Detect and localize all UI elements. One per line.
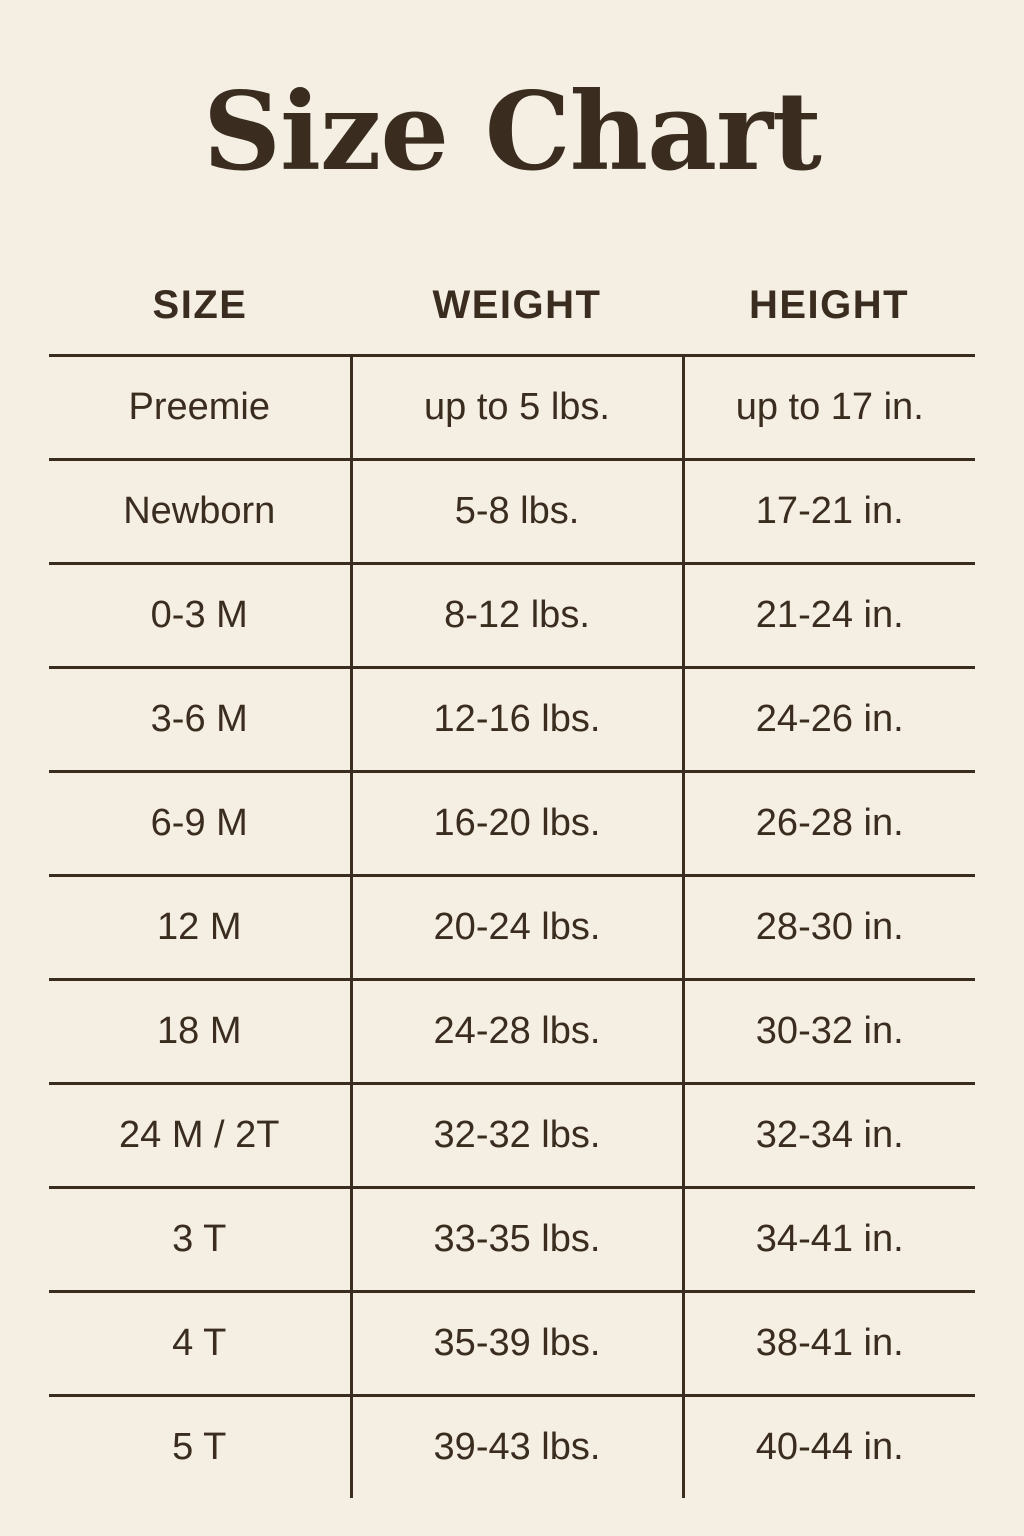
table-row — [49, 1292, 975, 1396]
cell-weight: 35-39 lbs. — [351, 1292, 683, 1396]
cell-height: 40-44 in. — [755, 1426, 904, 1468]
table-header — [49, 282, 975, 356]
cell-weight: 16-20 lbs. — [351, 772, 683, 876]
column-header-size: SIZE — [49, 282, 351, 356]
column-header-height: HEIGHT — [683, 282, 975, 356]
table-row — [49, 772, 975, 876]
cell-weight: 33-35 lbs. — [351, 1188, 683, 1292]
cell-size: 24 M / 2T — [49, 1084, 351, 1188]
cell-size: 6-9 M — [49, 772, 351, 876]
cell-height: 38-41 in. — [683, 1292, 975, 1396]
cell-weight: 20-24 lbs. — [351, 876, 683, 980]
cell-size: 4 T — [49, 1292, 351, 1396]
cell-weight: 24-28 lbs. — [351, 980, 683, 1084]
cell-size: 5 T — [49, 1396, 351, 1499]
cell-weight: 32-32 lbs. — [351, 1084, 683, 1188]
cell-size: 3-6 M — [49, 668, 351, 772]
cell-height: 21-24 in. — [683, 564, 975, 668]
cell-weight: up to 5 lbs. — [351, 356, 683, 460]
table-row — [49, 668, 975, 772]
size-chart-table — [49, 282, 975, 1498]
table-row — [49, 460, 975, 564]
cell-size: 0-3 M — [49, 564, 351, 668]
cell-height: 30-32 in. — [683, 980, 975, 1084]
table-row — [49, 1396, 975, 1499]
table-body — [49, 356, 975, 1499]
cell-height: 26-28 in. — [683, 772, 975, 876]
table-header-row — [49, 282, 975, 356]
table-row — [49, 876, 975, 980]
cell-weight: 8-12 lbs. — [351, 564, 683, 668]
cell-height: 34-41 in. — [683, 1188, 975, 1292]
cell-weight: 5-8 lbs. — [351, 460, 683, 564]
cell-weight: 39-43 lbs. — [351, 1396, 683, 1499]
table-row — [49, 564, 975, 668]
cell-weight: 12-16 lbs. — [351, 668, 683, 772]
table-row — [49, 1188, 975, 1292]
table-row — [49, 1084, 975, 1188]
page-title: Size Chart — [203, 69, 821, 195]
cell-height: 24-26 in. — [683, 668, 975, 772]
cell-height: up to 17 in. — [683, 356, 975, 460]
table-row — [49, 980, 975, 1084]
cell-size: 18 M — [49, 980, 351, 1084]
cell-height: 32-34 in. — [683, 1084, 975, 1188]
column-header-weight: WEIGHT — [351, 282, 683, 356]
cell-size: Newborn — [49, 460, 351, 564]
cell-size: 3 T — [49, 1188, 351, 1292]
cell-height: 28-30 in. — [683, 876, 975, 980]
cell-size: Preemie — [49, 356, 351, 460]
table-row — [49, 356, 975, 460]
cell-height: 17-21 in. — [683, 460, 975, 564]
cell-size: 12 M — [49, 876, 351, 980]
